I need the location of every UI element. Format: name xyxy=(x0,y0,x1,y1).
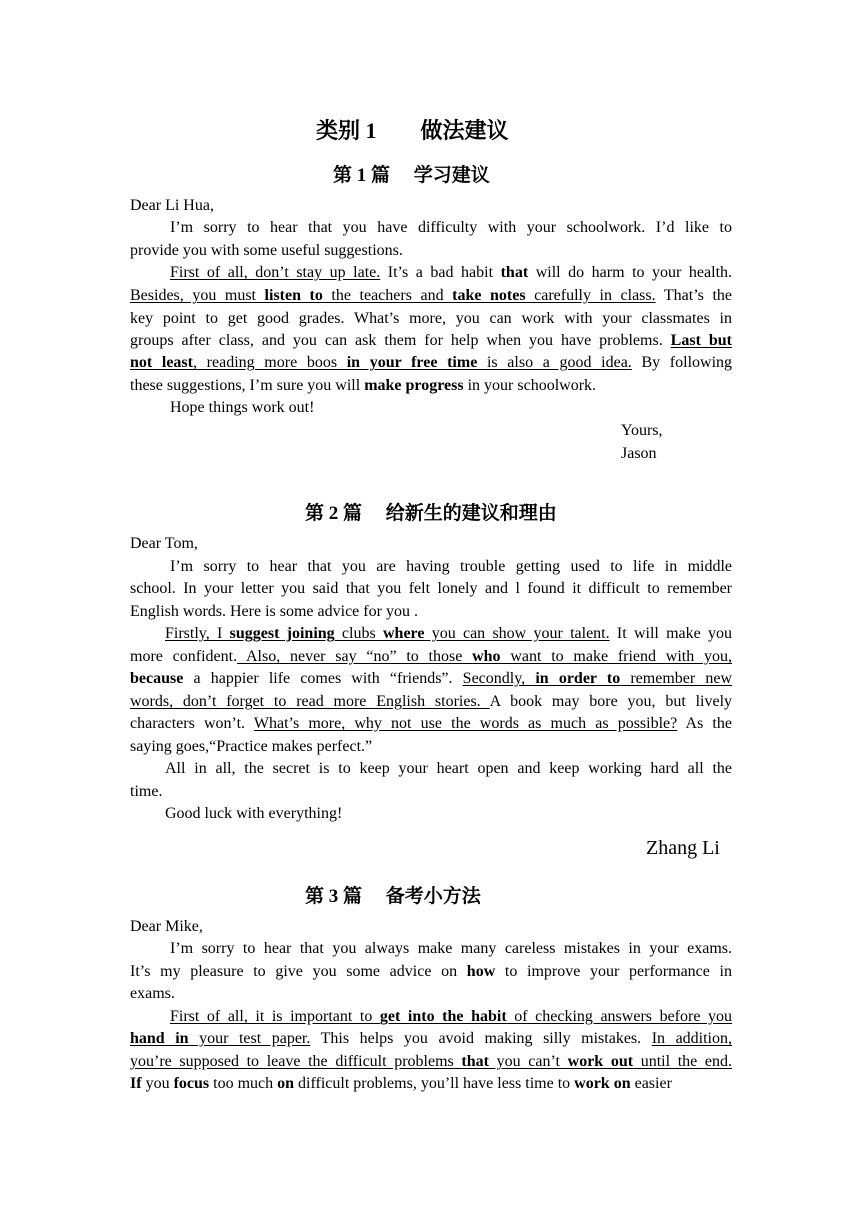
text-line: words, don’t forget to read more English stories. A book may bore you, but lively xyxy=(130,693,733,710)
closing: Yours, xyxy=(621,422,663,439)
text-line: First of all, don’t stay up late. It’s a bad habit that will do harm to your health. xyxy=(170,264,733,281)
text-line: Besides, you must listen to the teachers and take notes carefully in class. That’s the xyxy=(130,287,732,304)
text-line: It’s my pleasure to give you some advice on how to improve your performance in xyxy=(130,963,733,980)
text-line: I’m sorry to hear that you always make many careless mistakes in your exams. xyxy=(170,940,732,957)
text-line: saying goes,“Practice makes perfect.” xyxy=(130,738,373,755)
signature: Zhang Li xyxy=(646,837,720,859)
signature: Jason xyxy=(621,445,657,462)
salutation: Dear Tom, xyxy=(130,535,198,552)
text-line: time. xyxy=(130,783,163,800)
text-line: I’m sorry to hear that you are having trouble getting used to life in middle xyxy=(170,558,732,575)
letter-3-heading: 第 3 篇 备考小方法 xyxy=(305,886,481,907)
text-line: characters won’t. What’s more, why not use the words as much as possible? As the xyxy=(130,715,732,732)
closing-line: Hope things work out! xyxy=(170,399,315,416)
text-line: English words. Here is some advice for you . xyxy=(130,603,418,620)
text-line: not least, reading more boos in your free time is also a good idea. By following xyxy=(130,354,733,371)
salutation: Dear Li Hua, xyxy=(130,197,214,214)
text-line: hand in your test paper. This helps you avoid making silly mistakes. In addition, xyxy=(130,1030,733,1047)
text-line: school. In your letter you said that you felt lonely and l found it difficult to remember xyxy=(130,580,732,597)
letter-2-heading: 第 2 篇 给新生的建议和理由 xyxy=(305,503,557,524)
text-line: key point to get good grades. What’s more, you can work with your classmates in xyxy=(130,310,732,327)
closing-line: Good luck with everything! xyxy=(165,805,343,822)
text-line: because a happier life comes with “friends”. Secondly, in order to remember new xyxy=(130,670,732,687)
salutation: Dear Mike, xyxy=(130,918,203,935)
text-line: groups after class, and you can ask them for help when you have problems. Last but xyxy=(130,332,732,349)
text-line: exams. xyxy=(130,985,175,1002)
text-line: these suggestions, I’m sure you will make progress in your schoolwork. xyxy=(130,377,597,394)
text-line: more confident. Also, never say “no” to those who want to make friend with you, xyxy=(130,648,733,665)
text-line: First of all, it is important to get into the habit of checking answers before you xyxy=(170,1008,733,1025)
text-line: Firstly, I suggest joining clubs where you can show your talent. It will make you xyxy=(165,625,733,642)
text-line: you’re supposed to leave the difficult problems that you can’t work out until the end. xyxy=(130,1053,733,1070)
text-line: I’m sorry to hear that you have difficulty with your schoolwork. I’d like to xyxy=(170,219,732,236)
text-line: All in all, the secret is to keep your heart open and keep working hard all the xyxy=(165,760,732,777)
text-line: If you focus too much on difficult problems, you’ll have less time to work on easier xyxy=(130,1075,672,1092)
letter-1-heading: 第 1 篇 学习建议 xyxy=(333,165,490,186)
category-title: 类别 1 做法建议 xyxy=(316,118,509,143)
text-line: provide you with some useful suggestions. xyxy=(130,242,403,259)
